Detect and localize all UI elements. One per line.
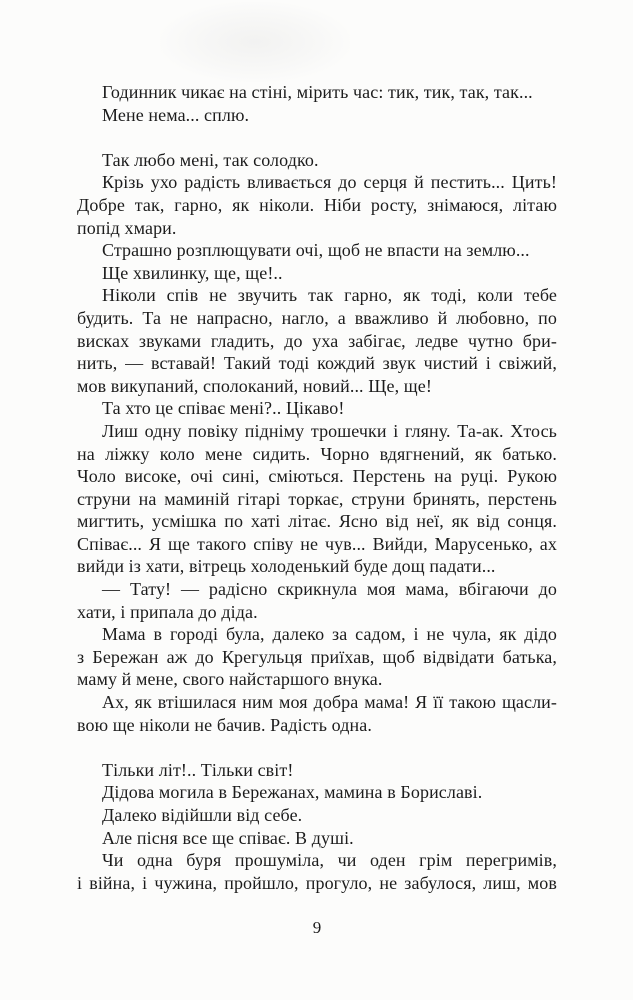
text-line: вою ще ніколи не бачив. Радість одна.	[77, 714, 372, 735]
paragraph	[77, 262, 557, 285]
text-line: хати, і припала до діда.	[77, 601, 258, 622]
text-line: Ах, як втішилася ним моя добра мама! Я її такою щасли-	[102, 692, 557, 713]
text-line: Крізь ухо радість вливається до серця й пестить... Цить!	[102, 172, 557, 193]
scan-artifact	[160, 2, 350, 82]
text-line: Добре так, гарно, як ніколи. Ніби росту, знімаюся, літаю	[77, 194, 557, 215]
text-line: Мама в городі була, далеко за садом, і не чула, як дідо	[102, 624, 557, 645]
text-line: Чи одна буря прошуміла, чи оден грім перегримів,	[102, 850, 557, 871]
text-line: струни на маминій гітарі торкає, струни бринять, перстень	[77, 488, 557, 509]
text-line: Страшно розплющувати очі, щоб не впасти на землю...	[102, 240, 530, 261]
paragraph	[77, 149, 557, 172]
text-line: Та хто це співає мені?.. Цікаво!	[102, 398, 345, 419]
text-line: і війна, і чужина, пройшло, прогуло, не забулося, лиш, мов	[77, 872, 557, 893]
text-line: Чоло високе, очі сині, сміються. Перстень на руці. Рукою	[77, 466, 557, 487]
text-line: маму й мене, свого найстаршого внука.	[77, 669, 383, 690]
paragraph	[77, 104, 557, 127]
paragraph	[77, 171, 557, 239]
text-line: мигтить, усмішка по хаті літає. Ясно від неї, як від сонця.	[77, 511, 557, 532]
text-line: Лиш одну повіку підніму трошечки і гляну. Та-ак. Хтось	[102, 420, 557, 441]
text-line: Тільки літ!.. Тільки світ!	[102, 759, 294, 780]
paragraph	[77, 81, 557, 104]
text-line: Ніколи спів не звучить так гарно, як тоді, коли тебе	[102, 285, 557, 306]
paragraph	[77, 284, 557, 397]
text-line: Але пісня все ще співає. В душі.	[102, 827, 354, 848]
text-line: Годинник чикає на стіні, мірить час: тик, тик, так, так...	[102, 82, 533, 102]
paragraph	[77, 420, 557, 578]
paragraph	[77, 849, 557, 894]
text-line: нить, — вставай! Такий тоді кождий звук чистий і свіжий,	[77, 353, 557, 374]
paragraph	[77, 691, 557, 736]
text-line: будить. Та не напрасно, нагло, а вважливо й любовно, по	[77, 307, 557, 328]
text-line: висках звуками гладить, до уха забігає, ледве чутно бри-	[77, 330, 557, 351]
text-line: Так любо мені, так солодко.	[102, 149, 319, 170]
text-line: Співає... Я ще такого співу не чув... Вийди, Марусенько, ах	[77, 533, 557, 554]
text-line: з Бережан аж до Крегульця приїхав, щоб відвідати батька,	[77, 646, 557, 667]
paragraph	[77, 239, 557, 262]
text-line: Ще хвилинку, ще, ще!..	[102, 262, 283, 283]
paragraph	[77, 781, 557, 804]
text-line: Далеко відійшли від себе.	[102, 805, 303, 825]
paragraph	[77, 623, 557, 691]
paragraph	[77, 759, 557, 782]
page-text	[77, 81, 557, 894]
text-line: вийди із хати, вітрець холоденький буде дощ падати...	[77, 556, 496, 577]
text-line: попід хмари.	[77, 217, 177, 238]
text-line: на ліжку коло мене сидить. Чорно вдягнений, як батько.	[77, 443, 557, 464]
paragraph	[77, 827, 557, 850]
paragraph-spacer	[77, 126, 557, 149]
page-number: 9	[312, 918, 322, 937]
text-line: мов викупаний, сполоканий, новий... Ще, ще!	[77, 375, 432, 396]
text-line: Мене нема... сплю.	[102, 104, 250, 125]
paragraph	[77, 578, 557, 623]
paragraph	[77, 804, 557, 827]
paragraph	[77, 397, 557, 420]
paragraph-spacer	[77, 736, 557, 759]
page-footer	[77, 917, 557, 939]
text-line: — Тату! — радісно скрикнула моя мама, вбігаючи до	[102, 579, 557, 600]
text-line: Дідова могила в Бережанах, мамина в Бориславі.	[102, 782, 483, 803]
